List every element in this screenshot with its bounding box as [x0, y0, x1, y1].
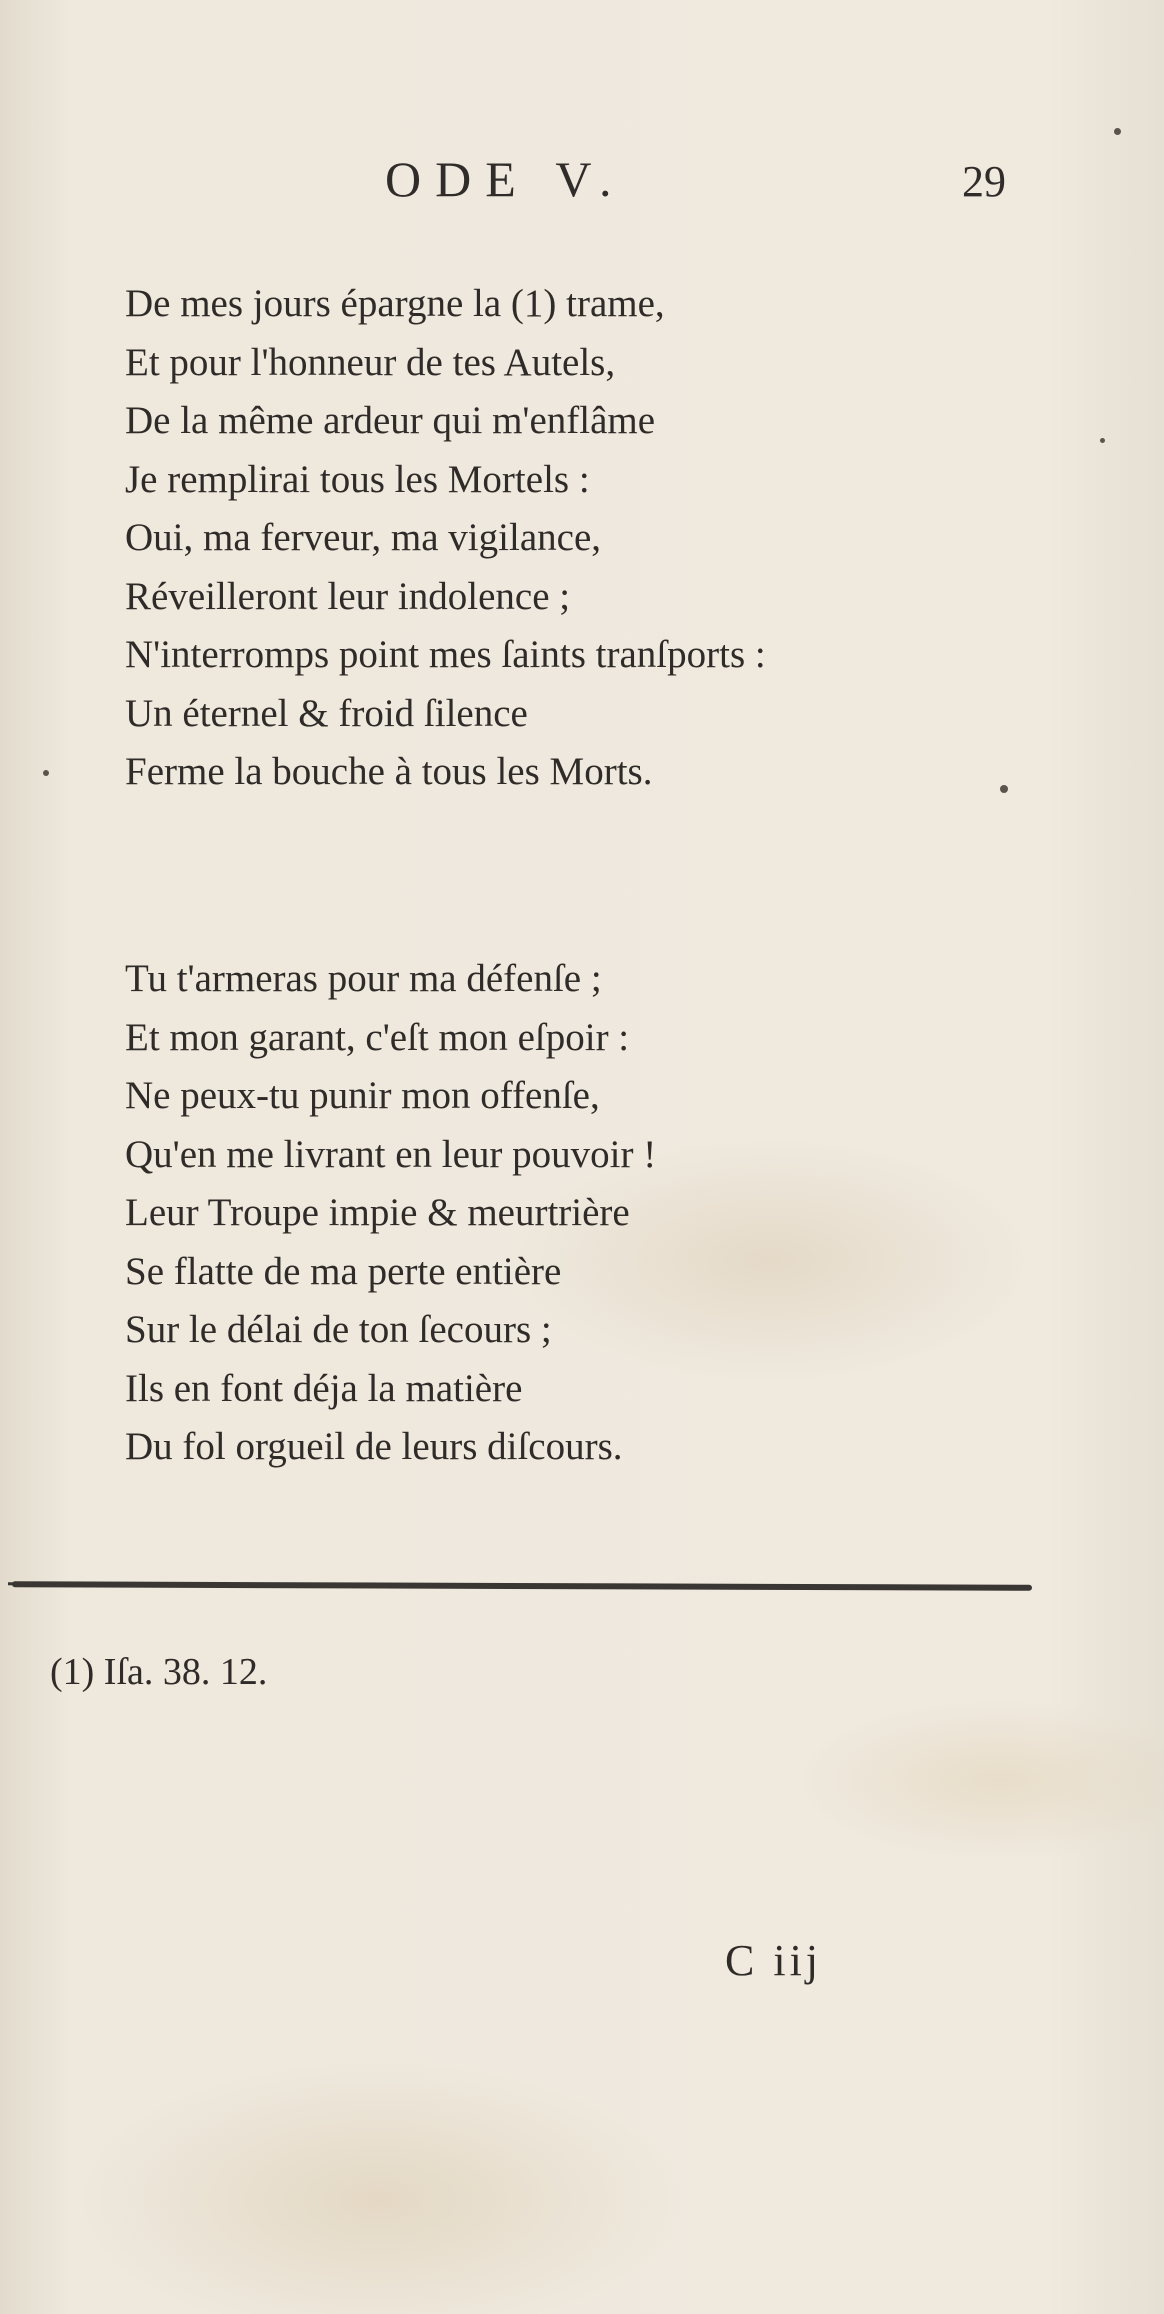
ink-speck	[43, 770, 49, 776]
verse-line: Ils en font déja la matière	[125, 1366, 523, 1410]
page-header	[0, 150, 1164, 220]
verse-line: Et mon garant, c'eſt mon eſpoir :	[125, 1015, 630, 1059]
ink-speck	[1114, 128, 1121, 135]
ink-speck	[1000, 785, 1008, 793]
verse-line: Se flatte de ma perte entière	[125, 1249, 562, 1293]
verse-line: Un éternel & froid ſilence	[125, 691, 528, 735]
footnote-separator-rule	[12, 1581, 1032, 1591]
running-title: ODE V.	[385, 151, 626, 207]
verse-line: Sur le délai de ton ſecours ;	[125, 1308, 552, 1351]
verse-line: Ferme la bouche à tous les Morts.	[125, 750, 653, 793]
footnote: (1) Iſa. 38. 12.	[50, 1651, 268, 1693]
verse-line: Réveilleront leur indolence ;	[125, 574, 571, 618]
stanza-2	[125, 950, 1025, 1477]
verse-line: Qu'en me livrant en leur pouvoir !	[125, 1132, 657, 1176]
page-number: 29	[962, 157, 1006, 206]
verse-line: Ne peux-tu punir mon offenſe,	[125, 1074, 600, 1117]
verse-line: Et pour l'honneur de tes Autels,	[125, 340, 616, 384]
ink-speck	[1100, 438, 1105, 443]
stanza-1	[125, 275, 1025, 802]
verse-line: Leur Troupe impie & meurtrière	[125, 1191, 630, 1234]
verse-line: Du fol orgueil de leurs diſcours.	[125, 1425, 623, 1468]
verse-line: Je remplirai tous les Mortels :	[125, 457, 590, 501]
verse-line: De mes jours épargne la (1) trame,	[125, 282, 665, 325]
verse-line: De la même ardeur qui m'enflâme	[125, 399, 656, 442]
verse-line: Tu t'armeras pour ma défenſe ;	[125, 957, 602, 1000]
signature-mark: C iij	[725, 1936, 823, 1985]
verse-line: N'interromps point mes ſaints tranſports :	[125, 633, 766, 676]
verse-line: Oui, ma ferveur, ma vigilance,	[125, 516, 601, 559]
